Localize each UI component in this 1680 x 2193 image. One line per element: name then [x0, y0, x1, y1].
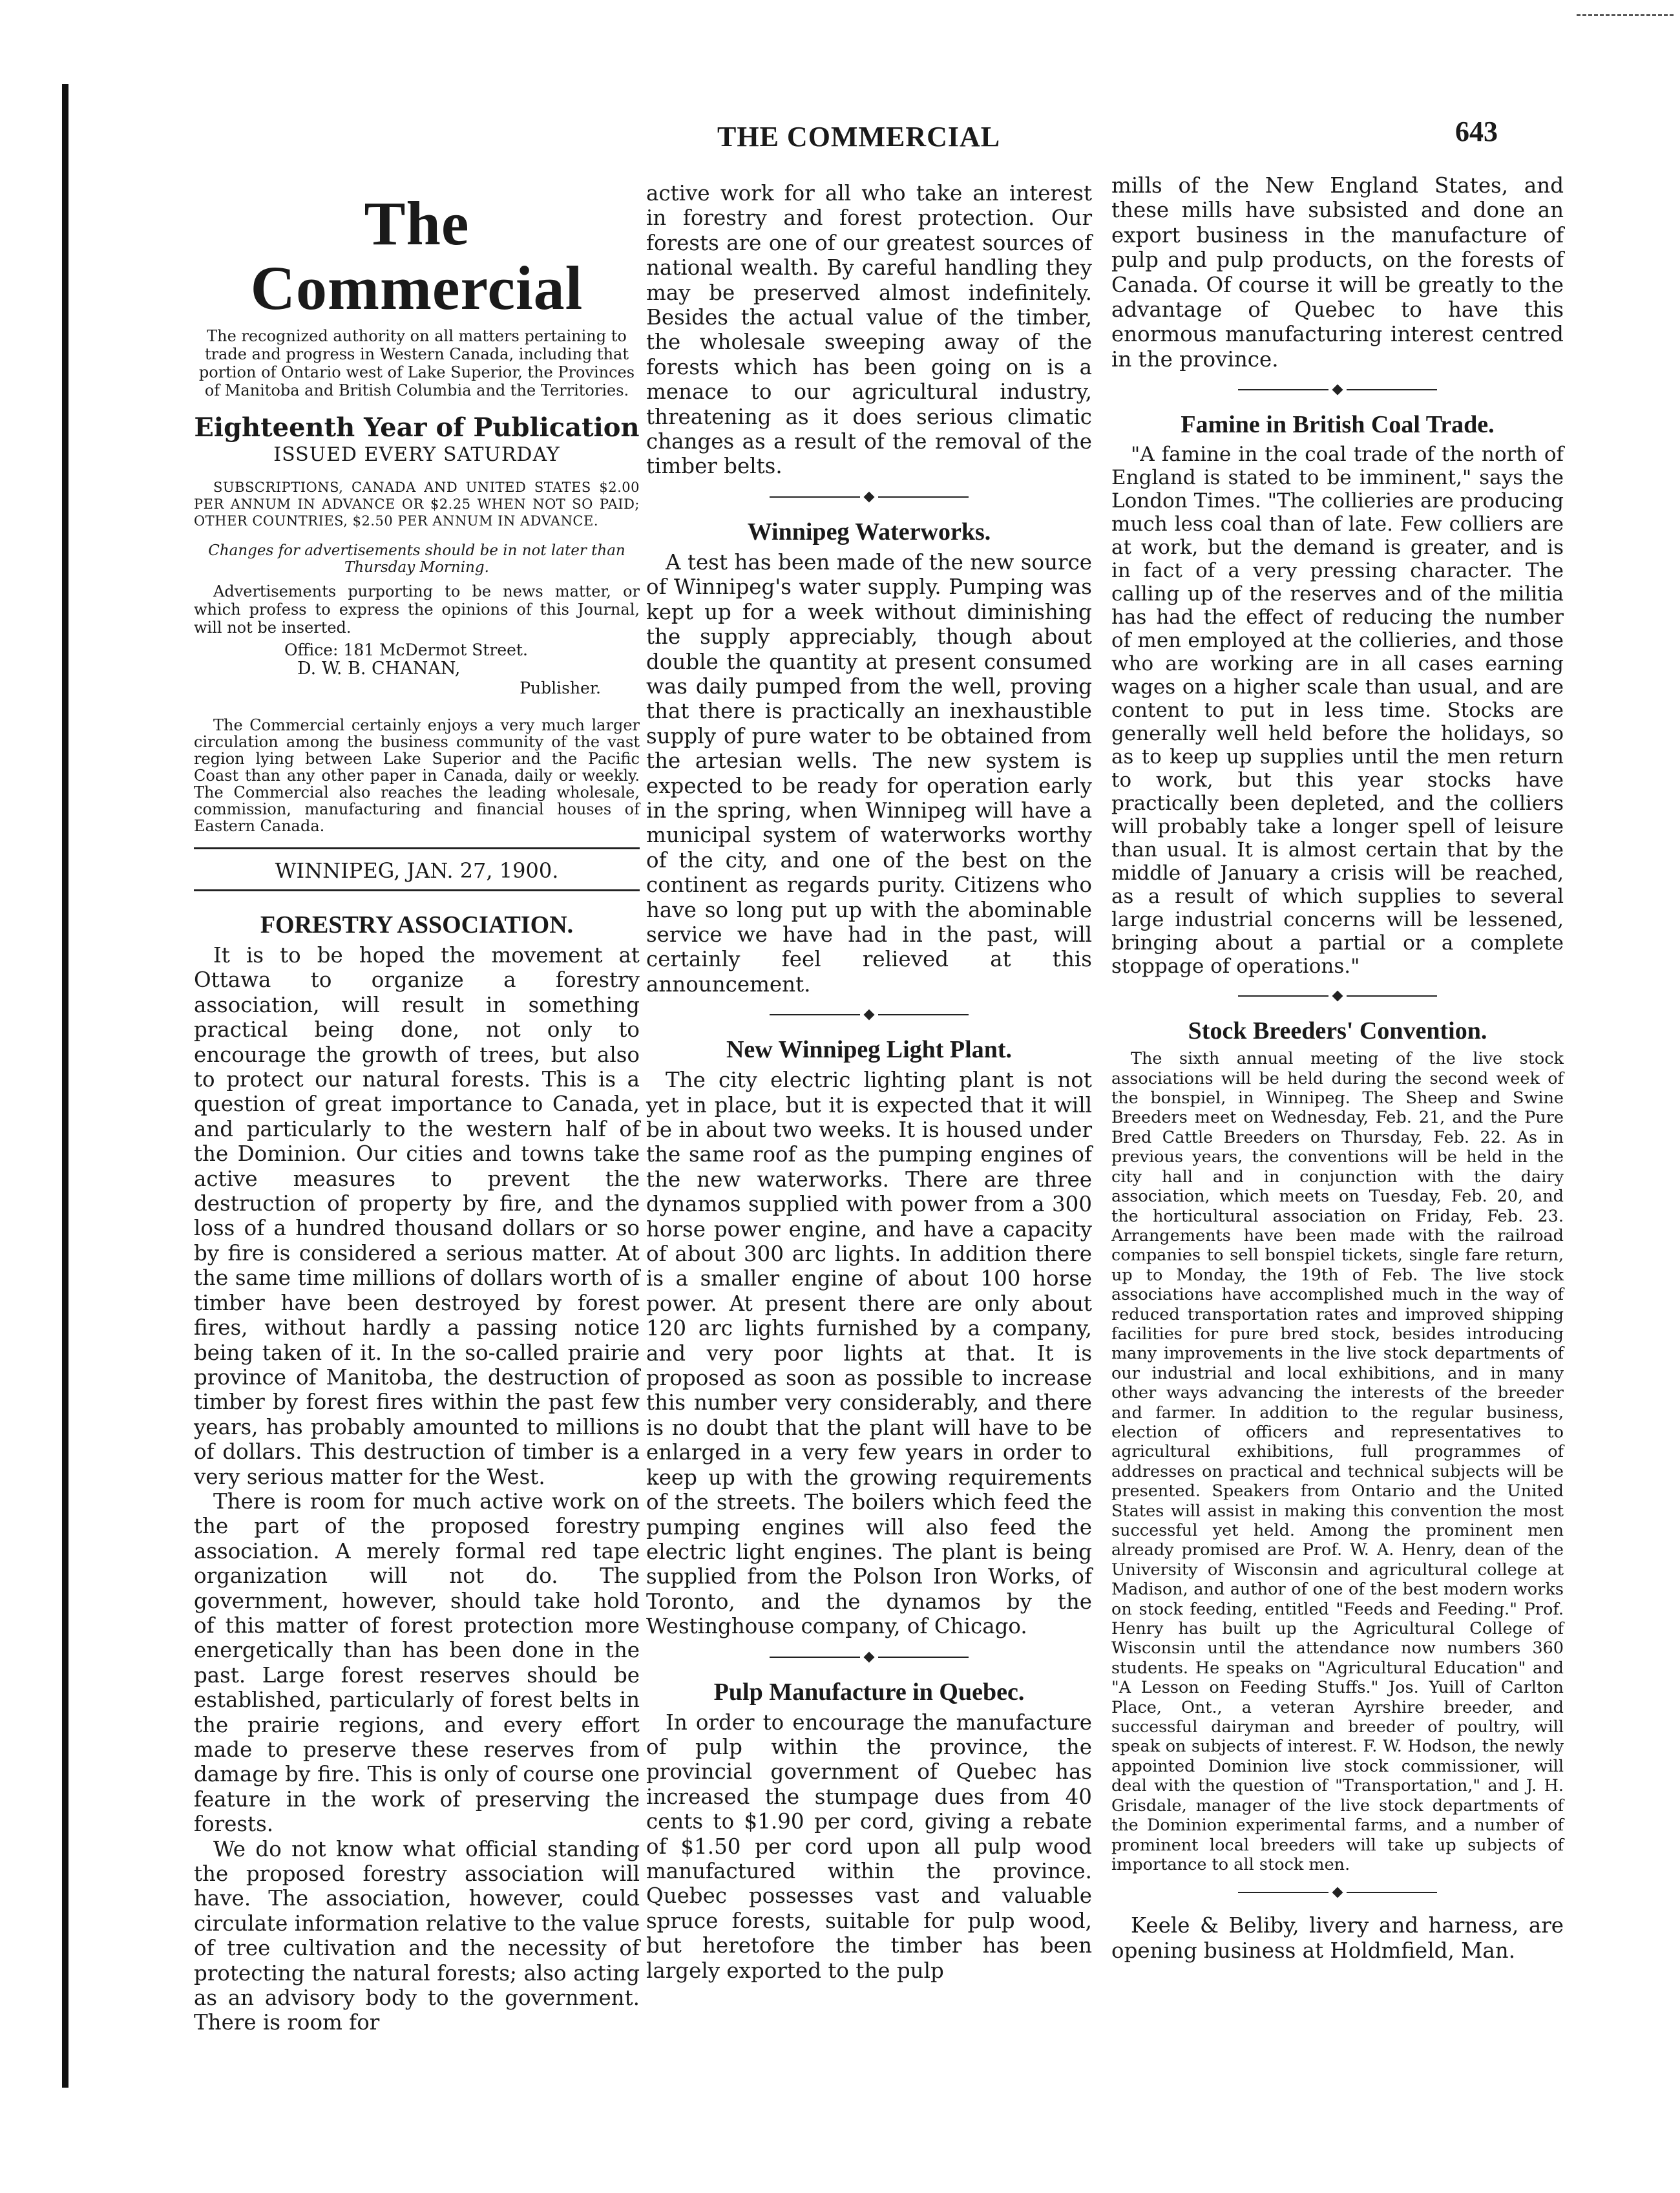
section-divider — [646, 1011, 1092, 1019]
office-address: Office: 181 McDermot Street. — [284, 641, 528, 659]
light-plant-paragraph: The city electric lighting plant is not yet in place, but it is expected that it will be in about two weeks. It is housed under the same roof as the pumping engines of the new waterworks. There are three dynamos supplied with power from a 300 horse power engine, and have a capacity of about 300 arc lights. In addition there is a smaller engine of about 100 horse power. At present there are only about 120 arc lights furnished by a company, and very poor lights at that. It is proposed as soon as possible to increase this number very considerably, and there is no doubt that the plant will have to be enlarged in a very few years in order to keep up with the growing requirements of the streets. The boilers which feed the pumping engines will also feed the electric light engines. The plant is being supplied from the Polson Iron Works, of Toronto, and the dynamos by the Westinghouse company, of Chicago. — [646, 1068, 1092, 1639]
business-notice: Keele & Beliby, livery and harness, are opening business at Holdmfield, Man. — [1111, 1913, 1564, 1963]
column-2 — [646, 181, 1092, 1983]
section-divider — [646, 493, 1092, 501]
famine-heading: Famine in British Coal Trade. — [1181, 411, 1495, 439]
forestry-heading: FORESTRY ASSOCIATION. — [260, 911, 574, 938]
pulp-paragraph-2: mills of the New England States, and these mills have subsisted and done an export business in the manufacture of pulp and pulp products, on the forests of Canada. Of course it will be greatly to the advantage of Quebec to have this enormous manufacturing interest centred in the province. — [1111, 173, 1564, 372]
dateline: WINNIPEG, JAN. 27, 1900. — [194, 847, 640, 891]
stock-heading: Stock Breeders' Convention. — [1188, 1017, 1487, 1045]
waterworks-paragraph: A test has been made of the new source of Winnipeg's water supply. Pumping was kept up for a week without diminishing the supply appreciably, though about double the quantity at present consumed was daily pumped from the well, proving that there is practically an inexhaustible supply of pure water to be obtained from the artesian wells. The new system is expected to be ready for operation early in the spring, when Winnipeg will have a municipal system of waterworks worthy of the city, and one of the best on the continent as regards purity. Citizens who have so long put up with the abominable service we have had in the past, will certainly feel relieved at this announcement. — [646, 549, 1092, 997]
publisher-label: Publisher. — [520, 679, 601, 697]
circulation-note: The Commercial certainly enjoys a very much larger circulation among the business community of the vast region lying between Lake Superior and the Pacific Coast than any other paper in Canada, daily or weekly. The Commercial also reaches the leading wholesale, commission, manufacturing and financial houses of Eastern Canada. — [194, 716, 640, 835]
masthead-tagline: The recognized authority on all matters pertaining to trade and progress in Western Canada, including that portion of Ontario west of Lake Superior, the Provinces of Manitoba and British Columbia and the Territories. — [198, 327, 635, 399]
masthead-issued: ISSUED EVERY SATURDAY — [273, 443, 560, 466]
advertising-notice: Advertisements purporting to be news matter, or which profess to express the opinions of this Journal, will not be inserted. — [194, 582, 640, 637]
section-divider — [1111, 1889, 1564, 1896]
column-1 — [194, 181, 640, 2035]
publisher-name: D. W. B. CHANAN, — [297, 659, 461, 679]
forestry-paragraph-1: It is to be hoped the movement at Ottawa to organize a forestry association, will result in something practical being done, not only to encourage the growth of trees, but also to protect our natural forests. This is a question of great importance to Canada, and particularly to the western half of the Dominion. Our cities and towns take active measures to prevent the destruction of property by fire, and the loss of a hundred thousand dollars or so by fire is considered a serious matter. At the same time millions of dollars worth of timber have been destroyed by forest fires, without hardly a passing notice being taken of it. In the so-called prairie province of Manitoba, the destruction of timber by forest fires within the past few years, has probably amounted to millions of dollars. This destruction of timber is a very serious matter for the West. — [194, 943, 640, 1489]
waterworks-heading: Winnipeg Waterworks. — [747, 518, 991, 546]
left-margin-rule — [62, 84, 68, 2088]
subscription-rates: SUBSCRIPTIONS, CANADA AND UNITED STATES $2.00 PER ANNUM IN ADVANCE OR $2.25 WHEN NOT SO PAID; OTHER COUNTRIES, $2.50 PER ANNUM IN ADVANCE. — [194, 480, 640, 529]
changes-note: Changes for advertisements should be in not later than Thursday Morning. — [208, 542, 625, 576]
pulp-paragraph-1: In order to encourage the manufacture of pulp within the province, the provincial government of Quebec has increased the stumpage dues from 40 cents to $1.90 per cord, giving a rebate of $1.50 per cord upon all pulp wood manufactured within the province. Quebec possesses vast and valuable spruce forests, suitable for pulp wood, but heretofore the timber has been largely exported to the pulp — [646, 1710, 1092, 1983]
page-number: 643 — [1455, 116, 1498, 147]
light-plant-heading: New Winnipeg Light Plant. — [726, 1036, 1012, 1064]
forestry-paragraph-4: active work for all who take an interest in forestry and forest protection. Our forests are one of our greatest sources of national wealth. By careful handling they may be preserved almost indefinitely. Besides the actual value of the timber, the wholesale sweeping away of the forests which has been going on is a menace to our agricultural industry, threatening as it does serious climatic changes as a result of the removal of the timber belts. — [646, 181, 1092, 479]
masthead-nameplate: The Commercial — [250, 189, 583, 323]
famine-paragraph: "A famine in the coal trade of the north of England is stated to be imminent," says the London Times. "The collieries are producing much less coal than of late. Few colliers are at work, but the demand is greater, and is in fact of a very pressing character. The calling up of the reserves and of the militia has had the effect of reducing the number of men employed at the collieries, and those who are working are in all cases earning wages on a higher scale than usual, and are content to put in less time. Stocks are generally well held before the holidays, so as to keep up supplies until the men return to work, but this year stocks have practically been depleted, and the colliers will probably take a longer spell of leisure than usual. It is almost certain that by the middle of January a crisis will be reached, as a result of which supplies to several large industrial concerns will be lessened, bringing about a partial or a complete stoppage of operations." — [1111, 443, 1564, 979]
top-dash-rule — [1577, 14, 1674, 16]
pulp-heading: Pulp Manufacture in Quebec. — [713, 1678, 1025, 1706]
section-divider — [1111, 386, 1564, 394]
running-head: THE COMMERCIAL — [717, 121, 1001, 153]
section-divider — [646, 1653, 1092, 1661]
section-divider — [1111, 992, 1564, 1000]
column-3 — [1111, 173, 1564, 1963]
forestry-paragraph-2: There is room for much active work on the part of the proposed forestry association. A merely formal red tape organization will not do. The government, however, should take hold of this matter of forest protection more energetically than has been done in the past. Large forest reserves should be established, particularly of forest belts in the prairie regions, and every effort made to preserve these reserves from damage by fire. This is only of course one feature in the work of preserving the forests. — [194, 1488, 640, 1837]
forestry-paragraph-3: We do not know what official standing the proposed forestry association will have. The association, however, could circulate information relative to the value of tree cultivation and the necessity of protecting the natural forests; also acting as an advisory body to the government. There is room for — [194, 1836, 640, 2035]
stock-paragraph: The sixth annual meeting of the live stock associations will be held during the second week of the bonspiel, in Winnipeg. The Sheep and Swine Breeders meet on Wednesday, Feb. 21, and the Pure Bred Cattle Breeders on Thursday, Feb. 22. As in previous years, the conventions will be held in the city hall and in conjunction with the dairy association, which meets on Tuesday, Feb. 20, and the horticultural association on Friday, Feb. 23. Arrangements have been made with the railroad companies to sell bonspiel tickets, single fare return, up to Monday, the 19th of Feb. The live stock associations have accomplished much in the way of reduced transportation rates and improved shipping facilities for pure bred stock, besides introducing many improvements in the live stock departments of our industrial and local exhibitions, and in many other ways advancing the interests of the breeder and farmer. In addition to the regular business, election of officers and representatives to agricultural exhibitions, full programmes of addresses on practical and technical subjects will be presented. Speakers from Ontario and the United States will assist in making this convention the most successful yet held. Among the prominent men already promised are Prof. W. A. Henry, dean of the University of Wisconsin and agricultural college at Madison, and author of one of the best modern works on stock feeding, entitled "Feeds and Feeding." Prof. Henry has built up the Agricultural College of Wisconsin until the attendance now numbers 360 students. He speaks on "Agricultural Education" and "A Lesson on Feeding Stuffs." Jos. Yuill of Carlton Place, Ont., a veteran Ayrshire breeder, and successful dairyman and breeder of poultry, will speak on subjects of interest. F. W. Hodson, the newly appointed Dominion live stock commissioner, will deal with the question of "Transportation," and J. H. Grisdale, manager of the live stock departments of the Dominion experimental farms, and a number of prominent local breeders will take up subjects of importance to all stock men. — [1111, 1049, 1564, 1874]
masthead-year: Eighteenth Year of Publication — [194, 412, 640, 443]
